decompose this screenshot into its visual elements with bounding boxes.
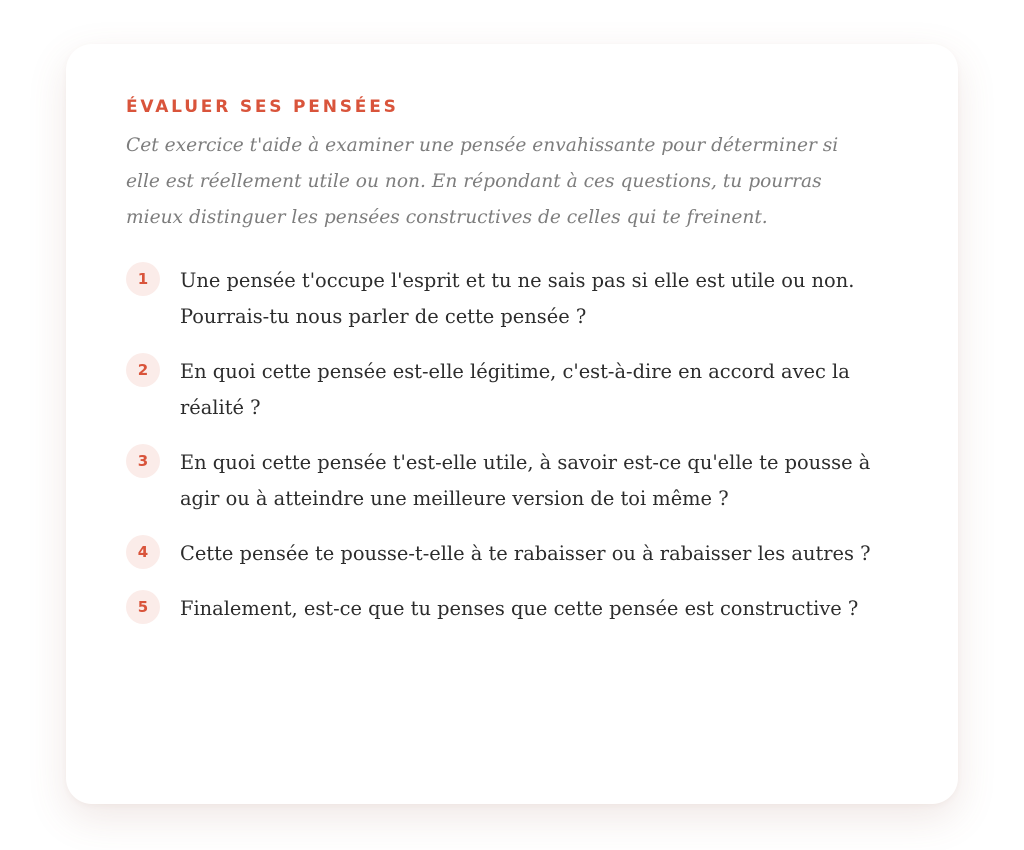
question-text: Finalement, est-ce que tu penses que cette pensée est constructive ? (180, 597, 859, 620)
question-item (126, 444, 898, 517)
step-number-badge: 1 (126, 262, 160, 296)
card-intro: Cet exercice t'aide à examiner une pensée envahissante pour déterminer si elle est réellement utile ou non. En répondant à ces questions, tu pourras mieux distinguer les pensées constructives de celles qui te freinent. (126, 135, 839, 228)
step-number-badge: 2 (126, 353, 160, 387)
question-item (126, 262, 898, 335)
exercise-card (66, 44, 958, 804)
question-item (126, 353, 898, 426)
step-number-badge: 3 (126, 444, 160, 478)
question-text: Cette pensée te pousse-t-elle à te rabaisser ou à rabaisser les autres ? (180, 542, 871, 565)
question-list (126, 262, 898, 627)
question-text: En quoi cette pensée t'est-elle utile, à savoir est-ce qu'elle te pousse à agir ou à atteindre une meilleure version de toi même ? (180, 451, 871, 510)
question-text: En quoi cette pensée est-elle légitime, c'est-à-dire en accord avec la réalité ? (180, 360, 850, 419)
question-item (126, 535, 898, 572)
question-text: Une pensée t'occupe l'esprit et tu ne sais pas si elle est utile ou non. Pourrais-tu nous parler de cette pensée ? (180, 269, 855, 328)
step-number-badge: 4 (126, 535, 160, 569)
step-number-badge: 5 (126, 590, 160, 624)
question-item (126, 590, 898, 627)
card-title: ÉVALUER SES PENSÉES (126, 97, 399, 117)
